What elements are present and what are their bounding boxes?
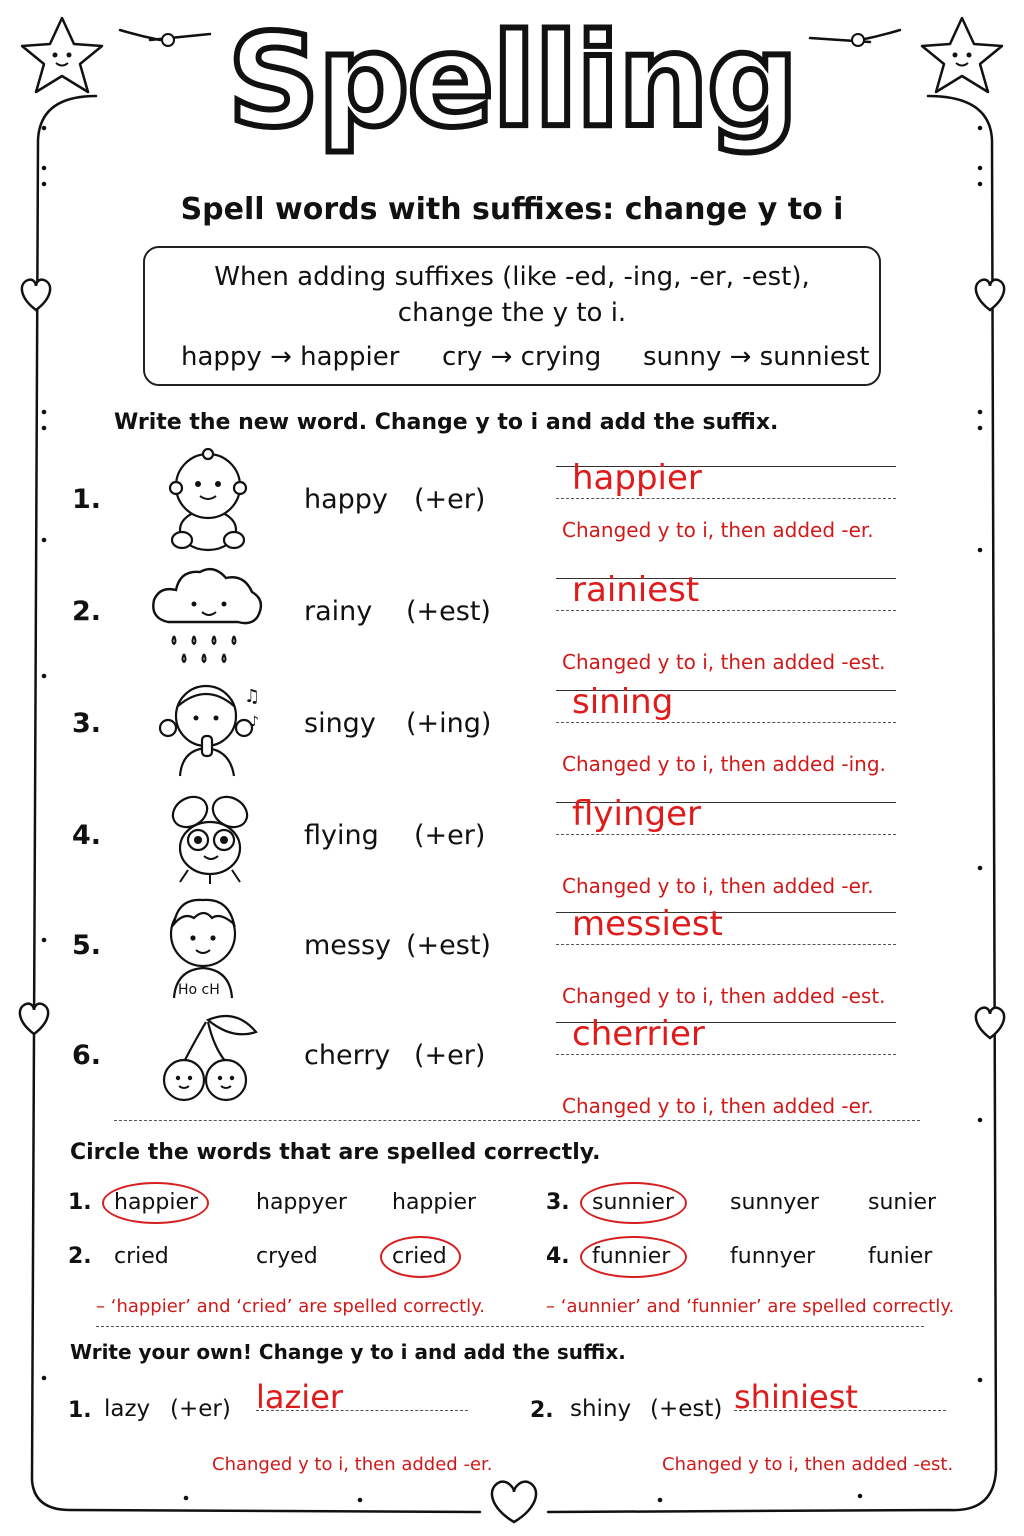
- answer-field[interactable]: lazier: [256, 1378, 344, 1416]
- circle-row-number: 4.: [546, 1244, 570, 1269]
- answer-circle: [580, 1182, 687, 1224]
- circle-note-right: – ‘aunnier’ and ‘funnier’ are spelled correctly.: [546, 1296, 955, 1317]
- rule-example: happy → happier: [181, 342, 400, 372]
- suffix: (+er): [414, 820, 486, 851]
- suffix: (+est): [406, 596, 491, 627]
- section-divider: [96, 1326, 924, 1327]
- item-number: 2.: [72, 596, 102, 627]
- svg-text:♫: ♫: [244, 686, 261, 707]
- answer-field[interactable]: happier: [572, 458, 702, 498]
- item-number: 6.: [72, 1040, 102, 1071]
- baby-icon: [160, 446, 256, 556]
- answer-note: Changed y to i, then added -er.: [562, 874, 874, 898]
- singing-girl-icon: [150, 676, 270, 782]
- suffix: (+er): [170, 1396, 231, 1422]
- answer-line: [556, 944, 896, 945]
- word-choice[interactable]: funnyer: [730, 1244, 816, 1269]
- answer-note: Changed y to i, then added -est.: [562, 650, 886, 674]
- word-choice[interactable]: sunnier: [592, 1190, 674, 1215]
- section2-instruction: Circle the words that are spelled correctly.: [70, 1140, 601, 1165]
- suffix: (+ing): [406, 708, 492, 739]
- cherries-icon: [156, 1010, 266, 1102]
- base-word: flying: [304, 820, 379, 851]
- suffix: (+est): [406, 930, 491, 961]
- section-divider: [114, 1120, 920, 1121]
- word-choice[interactable]: sunnyer: [730, 1190, 819, 1215]
- suffix: (+er): [414, 484, 486, 515]
- word-choice[interactable]: cried: [114, 1244, 169, 1269]
- circle-row-number: 3.: [546, 1190, 570, 1215]
- answer-field[interactable]: shiniest: [734, 1378, 858, 1416]
- word-choice[interactable]: cryed: [256, 1244, 318, 1269]
- answer-line: [556, 834, 896, 835]
- suffix: (+est): [650, 1396, 723, 1422]
- answer-field[interactable]: cherrier: [572, 1014, 705, 1054]
- suffix: (+er): [414, 1040, 486, 1071]
- base-word: lazy: [104, 1396, 151, 1422]
- item-number: 2.: [530, 1398, 554, 1423]
- answer-note: Changed y to i, then added -er.: [212, 1454, 493, 1475]
- page-subtitle: Spell words with suffixes: change y to i: [180, 192, 844, 227]
- base-word: shiny: [570, 1396, 632, 1422]
- answer-field[interactable]: messiest: [572, 904, 723, 944]
- answer-line: [556, 610, 896, 611]
- item-number: 1.: [72, 484, 102, 515]
- answer-line: [734, 1410, 946, 1411]
- rule-example: cry → crying: [442, 342, 602, 372]
- circle-row-number: 2.: [68, 1244, 92, 1269]
- svg-text:♪: ♪: [250, 714, 259, 730]
- answer-note: Changed y to i, then added -er.: [562, 518, 874, 542]
- section1-instruction: Write the new word. Change y to i and add the suffix.: [114, 410, 779, 435]
- answer-line: [556, 722, 896, 723]
- rule-box: [143, 246, 881, 386]
- item-number: 3.: [72, 708, 102, 739]
- base-word: rainy: [304, 596, 373, 627]
- circle-note-left: – ‘happier’ and ‘cried’ are spelled correctly.: [96, 1296, 485, 1317]
- rain-cloud-icon: [148, 560, 268, 670]
- page-title: Spelling: [227, 7, 797, 156]
- messy-boy-icon: [158, 890, 248, 1002]
- fly-icon: [160, 790, 260, 886]
- rule-example: sunny → sunniest: [643, 342, 870, 372]
- answer-field[interactable]: sining: [572, 682, 674, 722]
- base-word: messy: [304, 930, 392, 961]
- answer-line: [256, 1410, 468, 1411]
- answer-circle: [380, 1236, 461, 1278]
- rule-line-1: When adding suffixes (like -ed, -ing, -er, -est),: [214, 262, 810, 292]
- answer-note: Changed y to i, then added -ing.: [562, 752, 886, 776]
- rule-line-2: change the y to i.: [397, 298, 627, 328]
- answer-field[interactable]: flyinger: [572, 794, 702, 834]
- answer-note: Changed y to i, then added -est.: [662, 1454, 954, 1475]
- answer-circle: [102, 1182, 209, 1224]
- word-choice[interactable]: happier: [392, 1190, 477, 1215]
- word-choice[interactable]: funier: [868, 1244, 933, 1269]
- item-number: 4.: [72, 820, 102, 851]
- base-word: singy: [304, 708, 376, 739]
- svg-text:Ho cH: Ho cH: [178, 982, 220, 998]
- answer-line: [556, 498, 896, 499]
- answer-note: Changed y to i, then added -er.: [562, 1094, 874, 1118]
- answer-circle: [580, 1236, 687, 1278]
- word-choice[interactable]: sunier: [868, 1190, 937, 1215]
- base-word: cherry: [304, 1040, 391, 1071]
- item-number: 5.: [72, 930, 102, 961]
- word-choice[interactable]: happier: [114, 1190, 199, 1215]
- circle-row-number: 1.: [68, 1190, 92, 1215]
- word-choice[interactable]: happyer: [256, 1190, 347, 1215]
- base-word: happy: [304, 484, 388, 515]
- section3-instruction: Write your own! Change y to i and add the suffix.: [70, 1340, 626, 1364]
- answer-note: Changed y to i, then added -est.: [562, 984, 886, 1008]
- answer-field[interactable]: rainiest: [572, 570, 700, 610]
- answer-line: [556, 1054, 896, 1055]
- item-number: 1.: [68, 1398, 92, 1423]
- word-choice[interactable]: cried: [392, 1244, 447, 1269]
- word-choice[interactable]: funnier: [592, 1244, 671, 1269]
